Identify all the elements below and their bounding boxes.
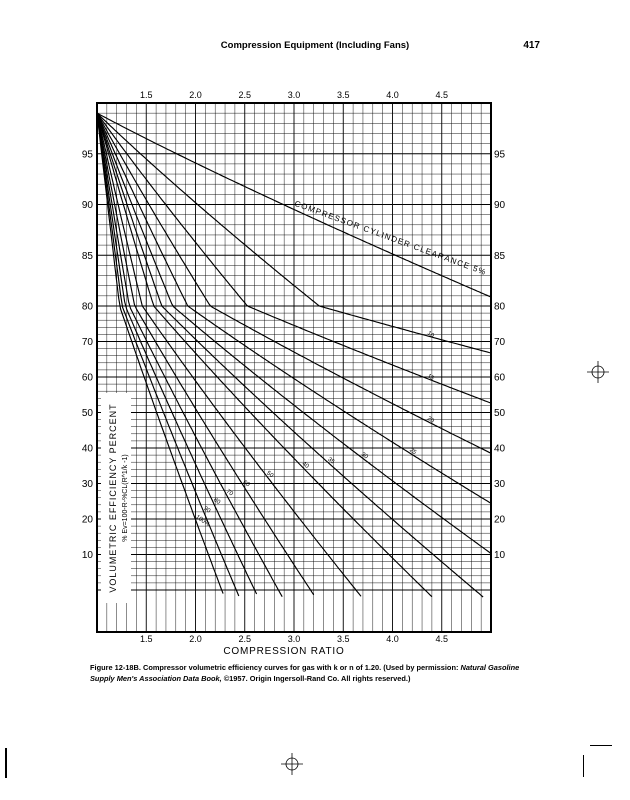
page-number: 417 (523, 40, 540, 51)
curve-label-80: 80 (212, 497, 222, 506)
curve-clearance-35 (97, 113, 483, 597)
y-tick-label-right: 70 (494, 337, 506, 348)
crop-mark-right-top (590, 745, 612, 746)
curve-label-30: 30 (359, 451, 369, 461)
x-tick-label-top: 4.5 (435, 90, 449, 100)
caption-source-rest: ©1957. Origin Ingersoll-Rand Co. All rights reserved.) (221, 674, 411, 683)
y-tick-label-right: 85 (494, 250, 506, 262)
figure-caption (90, 662, 545, 684)
running-header-title: Compression Equipment (Including Fans) (220, 40, 410, 51)
x-tick-label-top: 4.0 (386, 90, 399, 100)
y-tick-label-left: 85 (81, 250, 93, 262)
curve-label-60: 60 (241, 479, 251, 489)
curve-label-25: 25 (408, 447, 418, 457)
x-tick-label-top: 2.5 (238, 90, 252, 100)
y-tick-label-right: 50 (494, 408, 506, 419)
x-tick-label-top: 3.5 (336, 90, 350, 100)
curve-label-70: 70 (224, 488, 234, 498)
caption-source-title: Natural Gasoline Supply Men's Association Data Book, (90, 663, 520, 683)
y-axis-title: VOLUMETRIC EFFICIENCY PERCENT (108, 403, 118, 593)
caption-figure-label: Figure 12-18B. (90, 663, 141, 672)
curve-label-40: 40 (300, 461, 310, 470)
x-tick-label-top: 1.5 (139, 90, 153, 100)
curve-label-90: 90 (202, 505, 212, 515)
x-tick-label-top: 3.0 (287, 90, 301, 100)
y-tick-label-left: 90 (81, 200, 93, 211)
formula-label: % Ev=100-R-%CL(R^1/k -1) (122, 454, 129, 542)
curve-label-50: 50 (265, 470, 275, 480)
y-tick-label-left: 30 (81, 479, 93, 490)
curve-label-20: 20 (425, 415, 435, 425)
y-tick-label-left: 20 (81, 514, 93, 526)
x-tick-label-bottom: 4.5 (435, 634, 449, 644)
x-tick-label-bottom: 3.0 (287, 634, 301, 644)
y-tick-label-right: 10 (494, 550, 506, 561)
y-tick-label-left: 10 (81, 550, 93, 561)
x-axis-title: COMPRESSION RATIO (223, 646, 345, 657)
curve-label-100: 100% (194, 514, 211, 529)
y-tick-label-right: 20 (494, 514, 506, 526)
clearance-title-label: COMPRESSOR CYLINDER CLEARANCE 5% (293, 198, 488, 278)
crop-mark-left (5, 748, 7, 778)
x-tick-label-bottom: 2.5 (238, 634, 252, 644)
y-tick-label-left: 60 (81, 372, 93, 384)
curve-label-35: 35 (326, 456, 336, 466)
y-tick-label-left: 95 (81, 149, 93, 161)
curve-label-10: 10 (425, 330, 435, 340)
y-tick-label-right: 40 (494, 443, 506, 455)
y-tick-label-right: 80 (494, 301, 506, 313)
y-tick-label-right: 90 (494, 200, 506, 211)
y-tick-label-left: 70 (81, 337, 93, 348)
y-tick-label-right: 30 (494, 479, 506, 490)
x-tick-label-bottom: 3.5 (336, 634, 350, 644)
y-tick-label-right: 60 (494, 372, 506, 384)
y-tick-label-left: 80 (81, 301, 93, 313)
x-tick-label-bottom: 2.0 (189, 634, 202, 644)
y-tick-label-left: 40 (81, 443, 93, 455)
y-tick-label-left: 50 (81, 408, 93, 419)
crop-mark-right (583, 755, 584, 777)
x-tick-label-bottom: 1.5 (139, 634, 153, 644)
caption-text: Compressor volumetric efficiency curves for gas with k or n of 1.20. (Used by permission: (140, 663, 461, 672)
chart-grid (97, 103, 491, 632)
x-tick-label-top: 2.0 (189, 90, 202, 100)
curve-label-15: 15 (425, 373, 435, 382)
x-tick-label-bottom: 4.0 (386, 634, 399, 644)
y-tick-label-right: 95 (494, 149, 506, 161)
